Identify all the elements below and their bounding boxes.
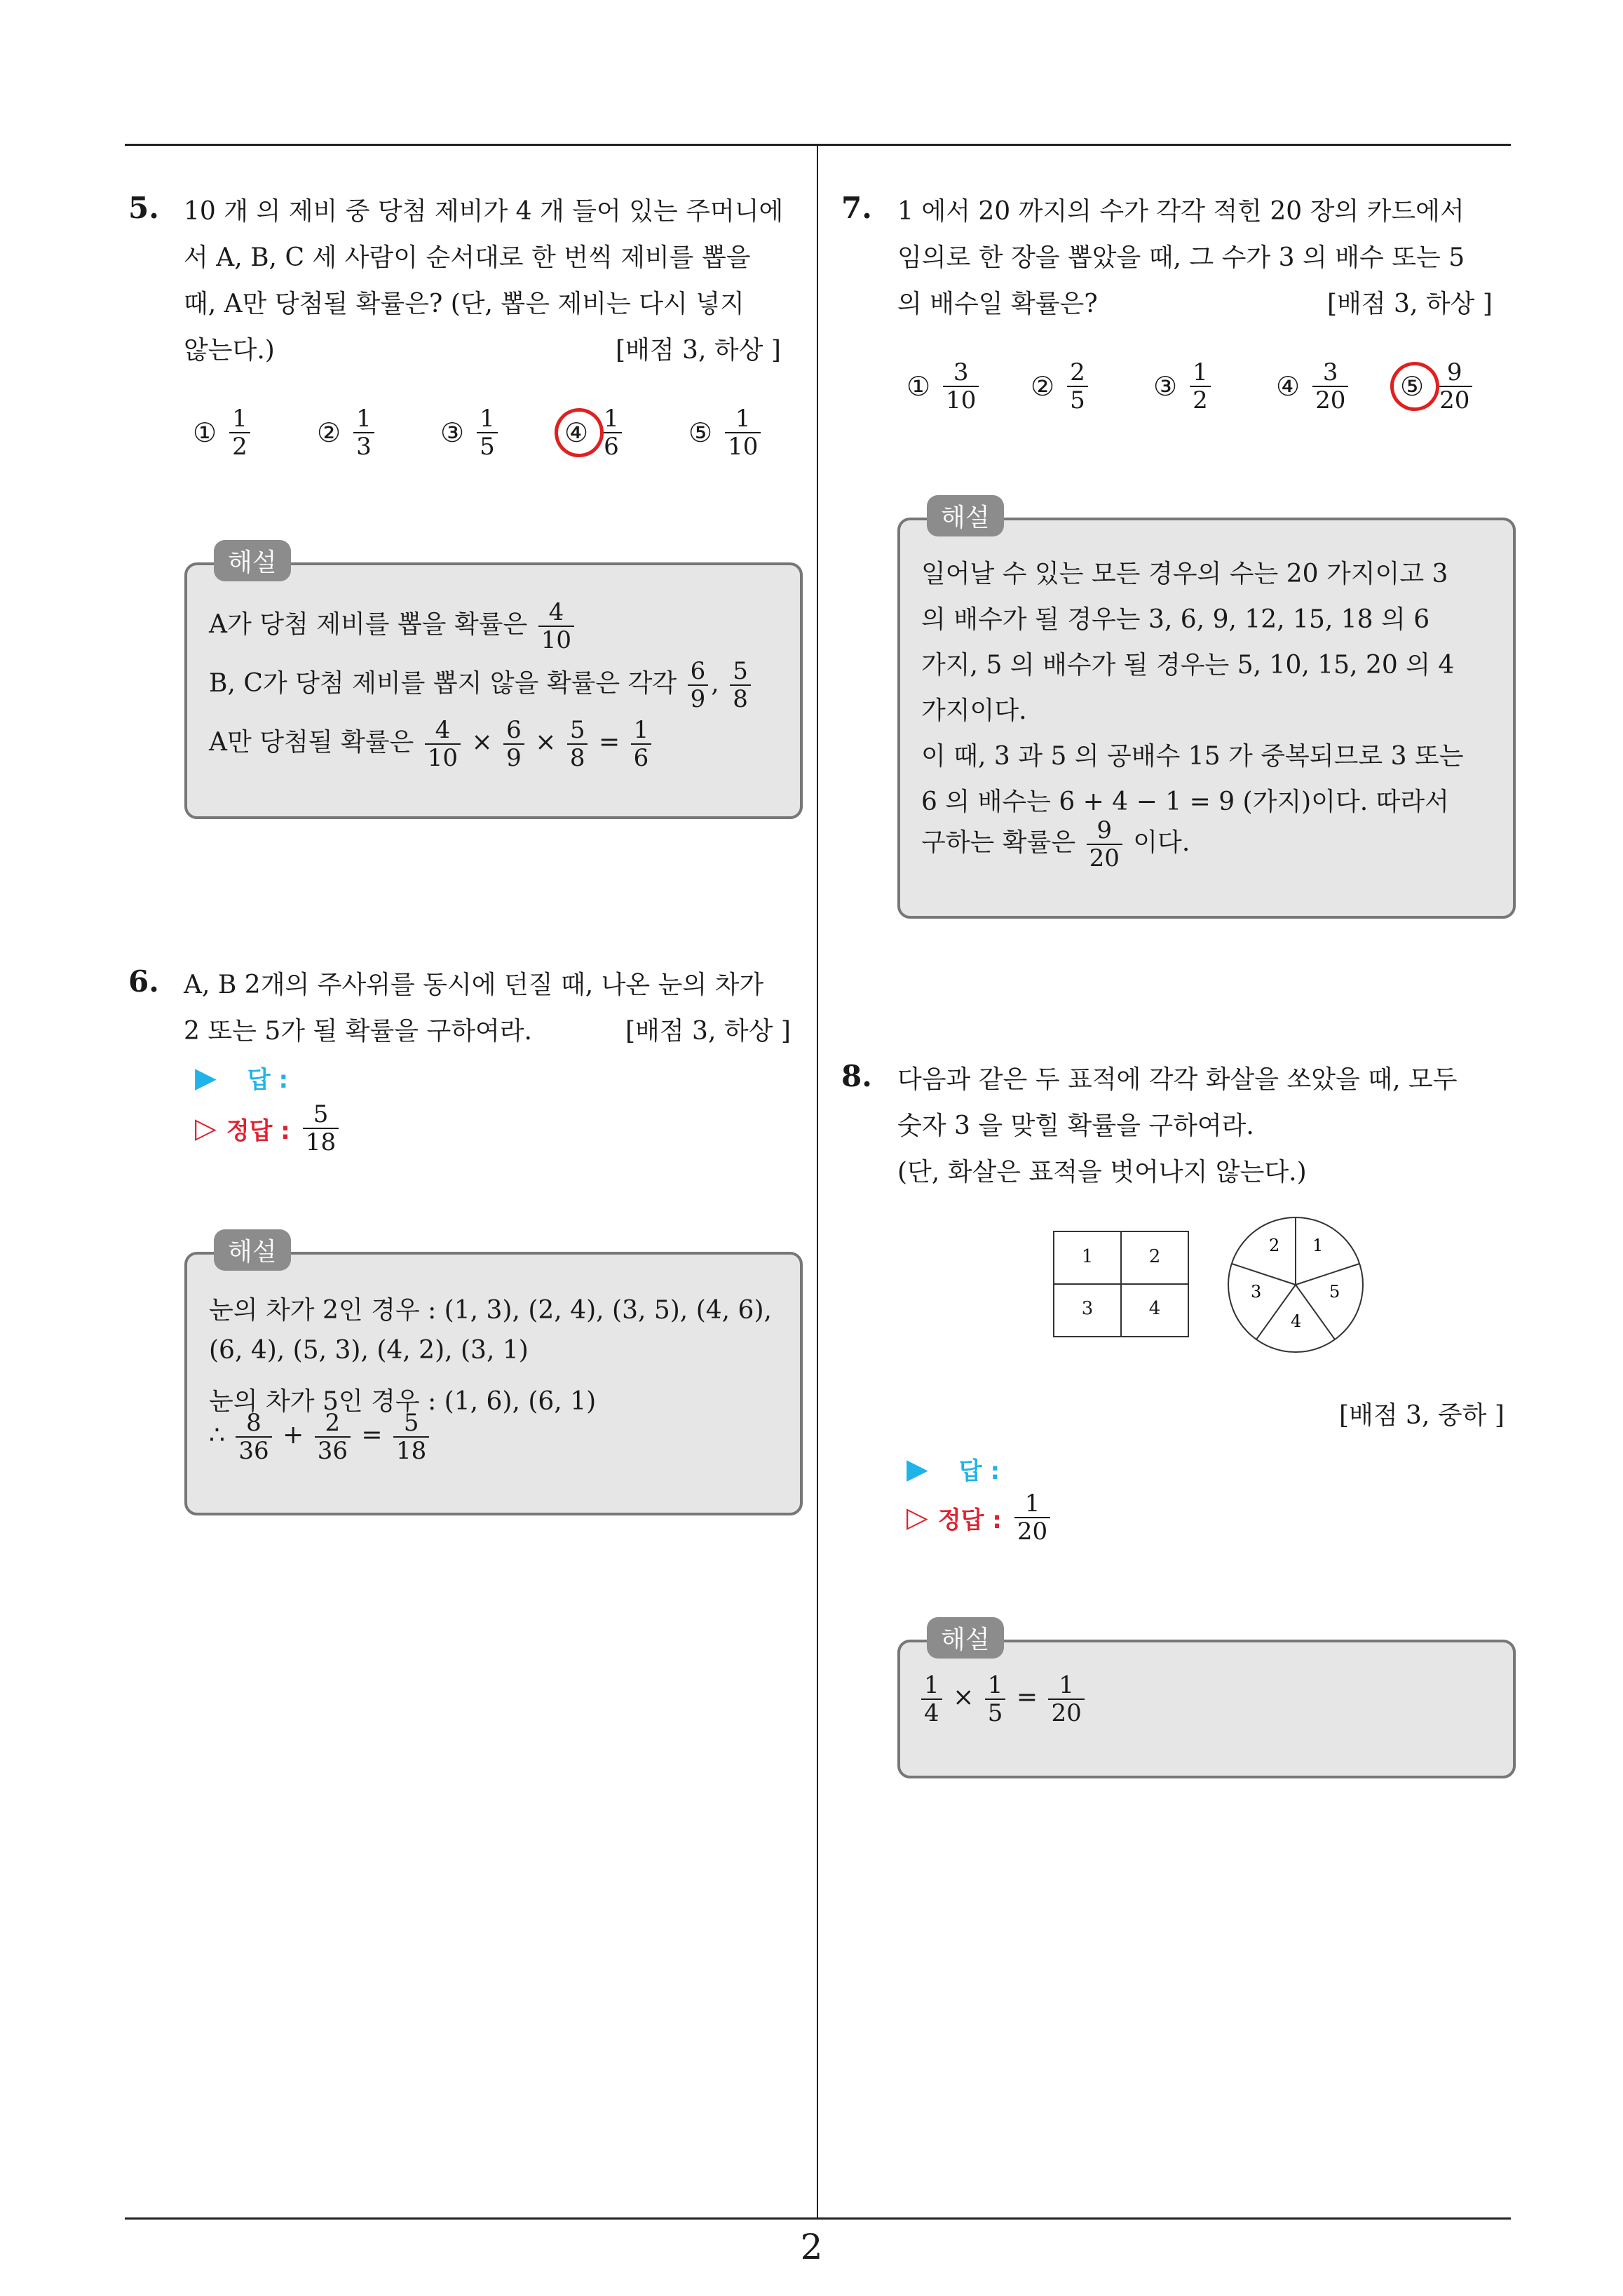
question-5-line: 때, A만 당첨될 확률은? (단, 뽑은 제비는 다시 넣지: [184, 290, 745, 318]
choice-fraction: $\frac{1}{3}$: [353, 405, 374, 460]
answer-marker-icon: ▶: [906, 1452, 928, 1485]
question-8-line: 숫자 3 을 맞힐 확률을 구하여라.: [897, 1112, 1254, 1140]
q5-choice-2[interactable]: [317, 405, 377, 460]
q6-solution-line-4: ∴ $\frac{8}{36}$ + $\frac{2}{36}$ = $\frac{5}{18}$: [209, 1410, 432, 1464]
q5-solution-line-2: B, C가 당첨 제비를 뽑지 않을 확률은 각각 $\frac{6}{9}$ , $\frac{5}{8}$: [209, 658, 754, 713]
question-5-line: 서 A, B, C 세 사람이 순서대로 한 번씩 제비를 뽑을: [184, 243, 751, 272]
q8-solution-tab: 해설: [927, 1617, 1004, 1659]
choice-marker: ③: [1153, 371, 1178, 402]
correct-label: 정답 :: [226, 1116, 290, 1145]
question-8-score: [배점 3, 중하 ]: [1339, 1401, 1505, 1430]
circle-target-label: 1: [1312, 1236, 1324, 1255]
q8-answer-row[interactable]: [906, 1452, 1000, 1486]
column-divider: [817, 146, 818, 2217]
q7-solution-line-2: 의 배수가 될 경우는 3, 6, 9, 12, 15, 18 의 6: [921, 605, 1430, 634]
choice-fraction: $\frac{2}{5}$: [1067, 359, 1088, 414]
choice-fraction: $\frac{1}{5}$: [477, 405, 498, 460]
square-target-cell: 1: [1081, 1246, 1094, 1267]
question-5-number: 5.: [128, 191, 159, 225]
square-target-cell: 3: [1081, 1298, 1094, 1319]
choice-fraction: $\frac{9}{20}$: [1437, 359, 1472, 414]
choice-marker: ③: [440, 417, 465, 448]
correct-label: 정답 :: [937, 1506, 1002, 1534]
question-7-number: 7.: [841, 191, 872, 225]
correct-answer-fraction: $\frac{1}{20}$: [1014, 1490, 1050, 1545]
correct-answer-fraction: $\frac{5}{18}$: [303, 1101, 339, 1156]
square-target-cell: 2: [1148, 1246, 1161, 1267]
q5-choice-3[interactable]: [440, 405, 501, 460]
selected-answer-circle: [1387, 358, 1442, 414]
choice-fraction: $\frac{3}{10}$: [943, 359, 979, 414]
question-7-line: 의 배수일 확률은?: [897, 290, 1098, 318]
question-8-number: 8.: [841, 1059, 872, 1093]
choice-marker: ④: [564, 417, 588, 448]
choice-marker: ⑤: [1400, 371, 1424, 402]
page-number: 2: [800, 2227, 823, 2267]
q7-choice-5-selected[interactable]: [1400, 359, 1475, 414]
question-5-score: [배점 3, 하상 ]: [616, 336, 781, 365]
q6-solution-line-2: (6, 4), (5, 3), (4, 2), (3, 1): [209, 1336, 529, 1365]
choice-fraction: $\frac{1}{2}$: [1190, 359, 1211, 414]
choice-fraction: $\frac{3}{20}$: [1312, 359, 1348, 414]
q7-solution-line-3: 가지, 5 의 배수가 될 경우는 5, 10, 15, 20 의 4: [921, 651, 1455, 680]
circle-target: [1225, 1215, 1366, 1355]
choice-fraction: $\frac{1}{6}$: [601, 405, 622, 460]
q5-solution-tab: 해설: [214, 540, 291, 581]
q8-solution-line-1: $\frac{1}{4}$ × $\frac{1}{5}$ = $\frac{1}{20}$: [918, 1672, 1087, 1727]
answer-label: 답 :: [247, 1066, 289, 1094]
q7-solution-line-1: 일어날 수 있는 모든 경우의 수는 20 가지이고 3: [921, 560, 1448, 588]
question-8-line: 다음과 같은 두 표적에 각각 화살을 쏘았을 때, 모두: [897, 1065, 1458, 1094]
question-8-line: (단, 화살은 표적을 벗어나지 않는다.): [897, 1158, 1307, 1187]
square-target: [1053, 1231, 1189, 1337]
q5-solution-line-3: A만 당첨될 확률은 $\frac{4}{10}$ × $\frac{6}{9}$ × $\frac{5}{8}$ = $\frac{1}{6}$: [209, 717, 654, 771]
q5-choice-5[interactable]: [688, 405, 763, 460]
circle-target-label: 2: [1269, 1236, 1280, 1255]
square-target-cell: 4: [1148, 1298, 1161, 1319]
answer-marker-icon: ▶: [195, 1061, 217, 1094]
selected-answer-circle: [551, 405, 606, 460]
question-6-line: A, B 2개의 주사위를 동시에 던질 때, 나온 눈의 차가: [184, 971, 764, 999]
choice-marker: ④: [1276, 371, 1301, 402]
choice-marker: ①: [193, 417, 217, 448]
circle-target-label: 5: [1329, 1282, 1340, 1302]
square-target-divider: [1054, 1283, 1188, 1285]
q7-choice-3[interactable]: [1153, 359, 1214, 414]
correct-marker-icon: ▷: [195, 1112, 217, 1144]
q5-solution-line-1: A가 당첨 제비를 뽑을 확률은 $\frac{4}{10}$: [209, 599, 577, 654]
q7-solution-line-4: 가지이다.: [921, 696, 1027, 725]
choice-marker: ②: [317, 417, 341, 448]
q6-solution-line-3: 눈의 차가 5인 경우 : (1, 6), (6, 1): [209, 1387, 597, 1416]
question-6-number: 6.: [128, 964, 159, 999]
q7-solution-tab: 해설: [927, 495, 1004, 536]
q7-solution-line-7: 구하는 확률은 $\frac{9}{20}$ 이다.: [921, 816, 1190, 872]
q6-correct-answer-row: [195, 1101, 341, 1156]
correct-marker-icon: ▷: [906, 1501, 928, 1534]
question-7-line: 1 에서 20 까지의 수가 각각 적힌 20 장의 카드에서: [897, 197, 1465, 226]
q6-solution-tab: 해설: [214, 1229, 291, 1271]
q7-solution-line-5: 이 때, 3 과 5 의 공배수 15 가 중복되므로 3 또는: [921, 742, 1464, 771]
question-6-line: 2 또는 5가 될 확률을 구하여라.: [184, 1017, 533, 1046]
question-6-score: [배점 3, 하상 ]: [625, 1017, 791, 1046]
q8-correct-answer-row: [906, 1490, 1053, 1545]
q7-choice-1[interactable]: [906, 359, 982, 414]
q6-answer-row[interactable]: [195, 1060, 288, 1095]
question-7-line: 임의로 한 장을 뽑았을 때, 그 수가 3 의 배수 또는 5: [897, 243, 1465, 272]
question-5-line: 않는다.): [184, 336, 275, 365]
question-5-line: 10 개 의 제비 중 당첨 제비가 4 개 들어 있는 주머니에: [184, 197, 784, 226]
bottom-rule: [125, 2217, 1511, 2220]
q5-choice-4-selected[interactable]: [564, 405, 625, 460]
choice-marker: ⑤: [688, 417, 713, 448]
answer-label: 답 :: [958, 1457, 1000, 1485]
q6-solution-line-1: 눈의 차가 2인 경우 : (1, 3), (2, 4), (3, 5), (4, 6),: [209, 1296, 772, 1325]
q5-choice-1[interactable]: [193, 405, 253, 460]
q7-solution-line-6: 6 의 배수는 6 + 4 − 1 = 9 (가지)이다. 따라서: [921, 788, 1449, 816]
choice-fraction: $\frac{1}{10}$: [725, 405, 761, 460]
question-7-score: [배점 3, 하상 ]: [1327, 290, 1493, 318]
choice-fraction: $\frac{1}{2}$: [229, 405, 250, 460]
circle-target-label: 3: [1251, 1282, 1262, 1302]
q7-choice-4[interactable]: [1276, 359, 1351, 414]
choice-marker: ②: [1031, 371, 1055, 402]
choice-marker: ①: [906, 371, 931, 402]
circle-target-label: 4: [1291, 1311, 1302, 1331]
q7-choice-2[interactable]: [1031, 359, 1091, 414]
